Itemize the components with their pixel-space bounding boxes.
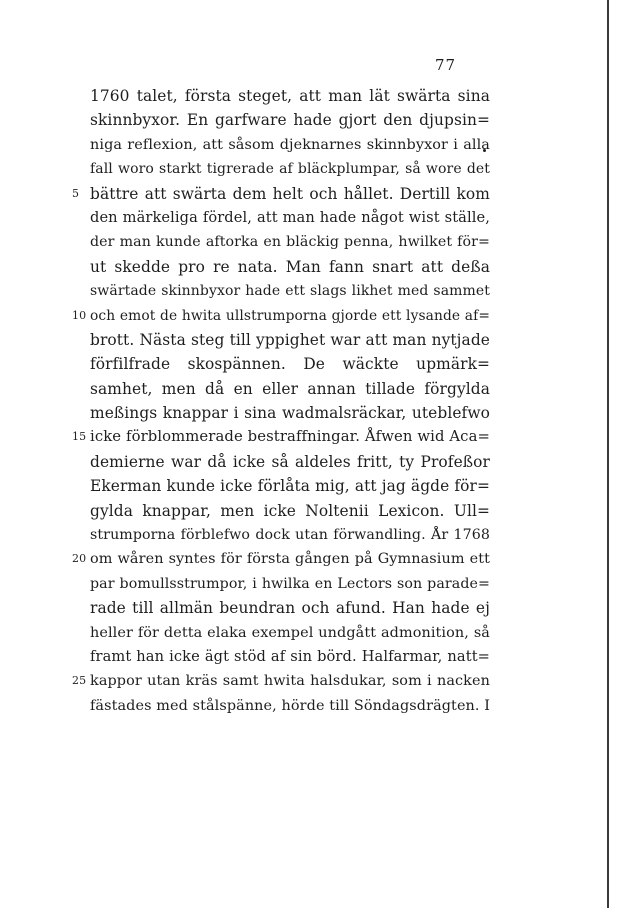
text-line <box>90 157 490 181</box>
text-line <box>90 572 490 596</box>
text-line <box>90 523 490 547</box>
text-line <box>90 352 490 376</box>
text-line <box>72 182 490 206</box>
line-text: bättre att swärta dem helt och hållet. Dertill kom <box>90 184 490 203</box>
text-line <box>72 425 490 449</box>
text-line <box>90 621 490 645</box>
line-text: swärtade skinnbyxor hade ett slags likhet med sammet <box>90 283 490 300</box>
line-number: 25 <box>72 674 87 688</box>
line-text: heller för detta elaka exempel undgått admonition, så <box>90 624 490 641</box>
text-line <box>90 474 490 498</box>
text-line <box>90 694 490 718</box>
line-text: niga reflexion, att såsom djeknarnes skinnbyxor i alla <box>90 136 490 153</box>
text-line <box>90 450 490 474</box>
line-text: ut skedde pro re nata. Man fann snart att deßa <box>90 257 490 276</box>
text-line <box>90 230 490 254</box>
line-text: strumporna förblefwo dock utan förwandling. År 1768 <box>90 527 490 544</box>
line-number: 5 <box>72 186 80 200</box>
text-line <box>72 547 490 571</box>
line-text: meßings knappar i sina wadmalsräckar, uteblefwo <box>90 404 490 423</box>
line-text: der man kunde aftorka en bläckig penna, hwilket för= <box>90 234 490 251</box>
text-line <box>90 499 490 523</box>
line-text: brott. Nästa steg till yppighet war att man nytjade <box>90 330 490 349</box>
body-text <box>0 84 560 718</box>
text-line <box>90 108 490 132</box>
line-text: fall woro starkt tigrerade af bläckplumpar, så wore det <box>90 161 490 178</box>
text-line <box>90 84 490 108</box>
text-line <box>90 279 490 303</box>
text-line <box>72 669 490 693</box>
page-number: 77 <box>435 56 457 74</box>
line-text: och emot de hwita ullstrumporna gjorde ett lysande af= <box>90 307 490 324</box>
line-text: förfilfrade skospännen. De wäckte upmärk= <box>90 355 490 374</box>
line-text: fästades med stålspänne, hörde till Söndagsdrägten. I <box>90 697 491 714</box>
line-text: om wåren syntes för första gången på Gymnasium ett <box>90 551 490 568</box>
line-text: demierne war då icke så aldeles fritt, ty Profeßor <box>90 452 490 471</box>
text-line <box>72 304 490 328</box>
line-text: den märkeliga fördel, att man hade något wist ställe, <box>90 208 490 226</box>
line-text: framt han icke ägt stöd af sin börd. Halfarmar, natt= <box>90 647 490 665</box>
text-line <box>90 401 490 425</box>
line-text: Ekerman kunde icke förlåta mig, att jag ägde för= <box>90 477 490 496</box>
line-text: kappor utan kräs samt hwita halsdukar, som i nacken <box>90 673 490 690</box>
line-number: 20 <box>72 552 87 566</box>
line-number: 10 <box>72 308 87 322</box>
text-line <box>90 645 490 669</box>
line-text: par bomullsstrumpor, i hwilka en Lectors son parade= <box>90 575 490 592</box>
line-text: samhet, men då en eller annan tillade förgylda <box>90 379 490 398</box>
text-line <box>90 596 490 620</box>
page-edge-line <box>607 0 609 908</box>
text-line <box>90 255 490 279</box>
line-number: 15 <box>72 430 87 444</box>
line-text: gylda knappar, men icke Noltenii Lexicon. Ull= <box>90 501 490 520</box>
text-line <box>90 377 490 401</box>
line-text: rade till allmän beundran och afund. Han hade ej <box>90 599 490 618</box>
text-line <box>90 328 490 352</box>
line-text: skinnbyxor. En garfware hade gjort den djupsin= <box>90 111 490 130</box>
text-line <box>90 206 490 230</box>
line-text: 1760 talet, första steget, att man lät swärta sina <box>90 87 490 105</box>
text-line <box>90 133 490 157</box>
line-text: icke förblommerade bestraffningar. Åfwen wid Aca= <box>90 428 490 446</box>
